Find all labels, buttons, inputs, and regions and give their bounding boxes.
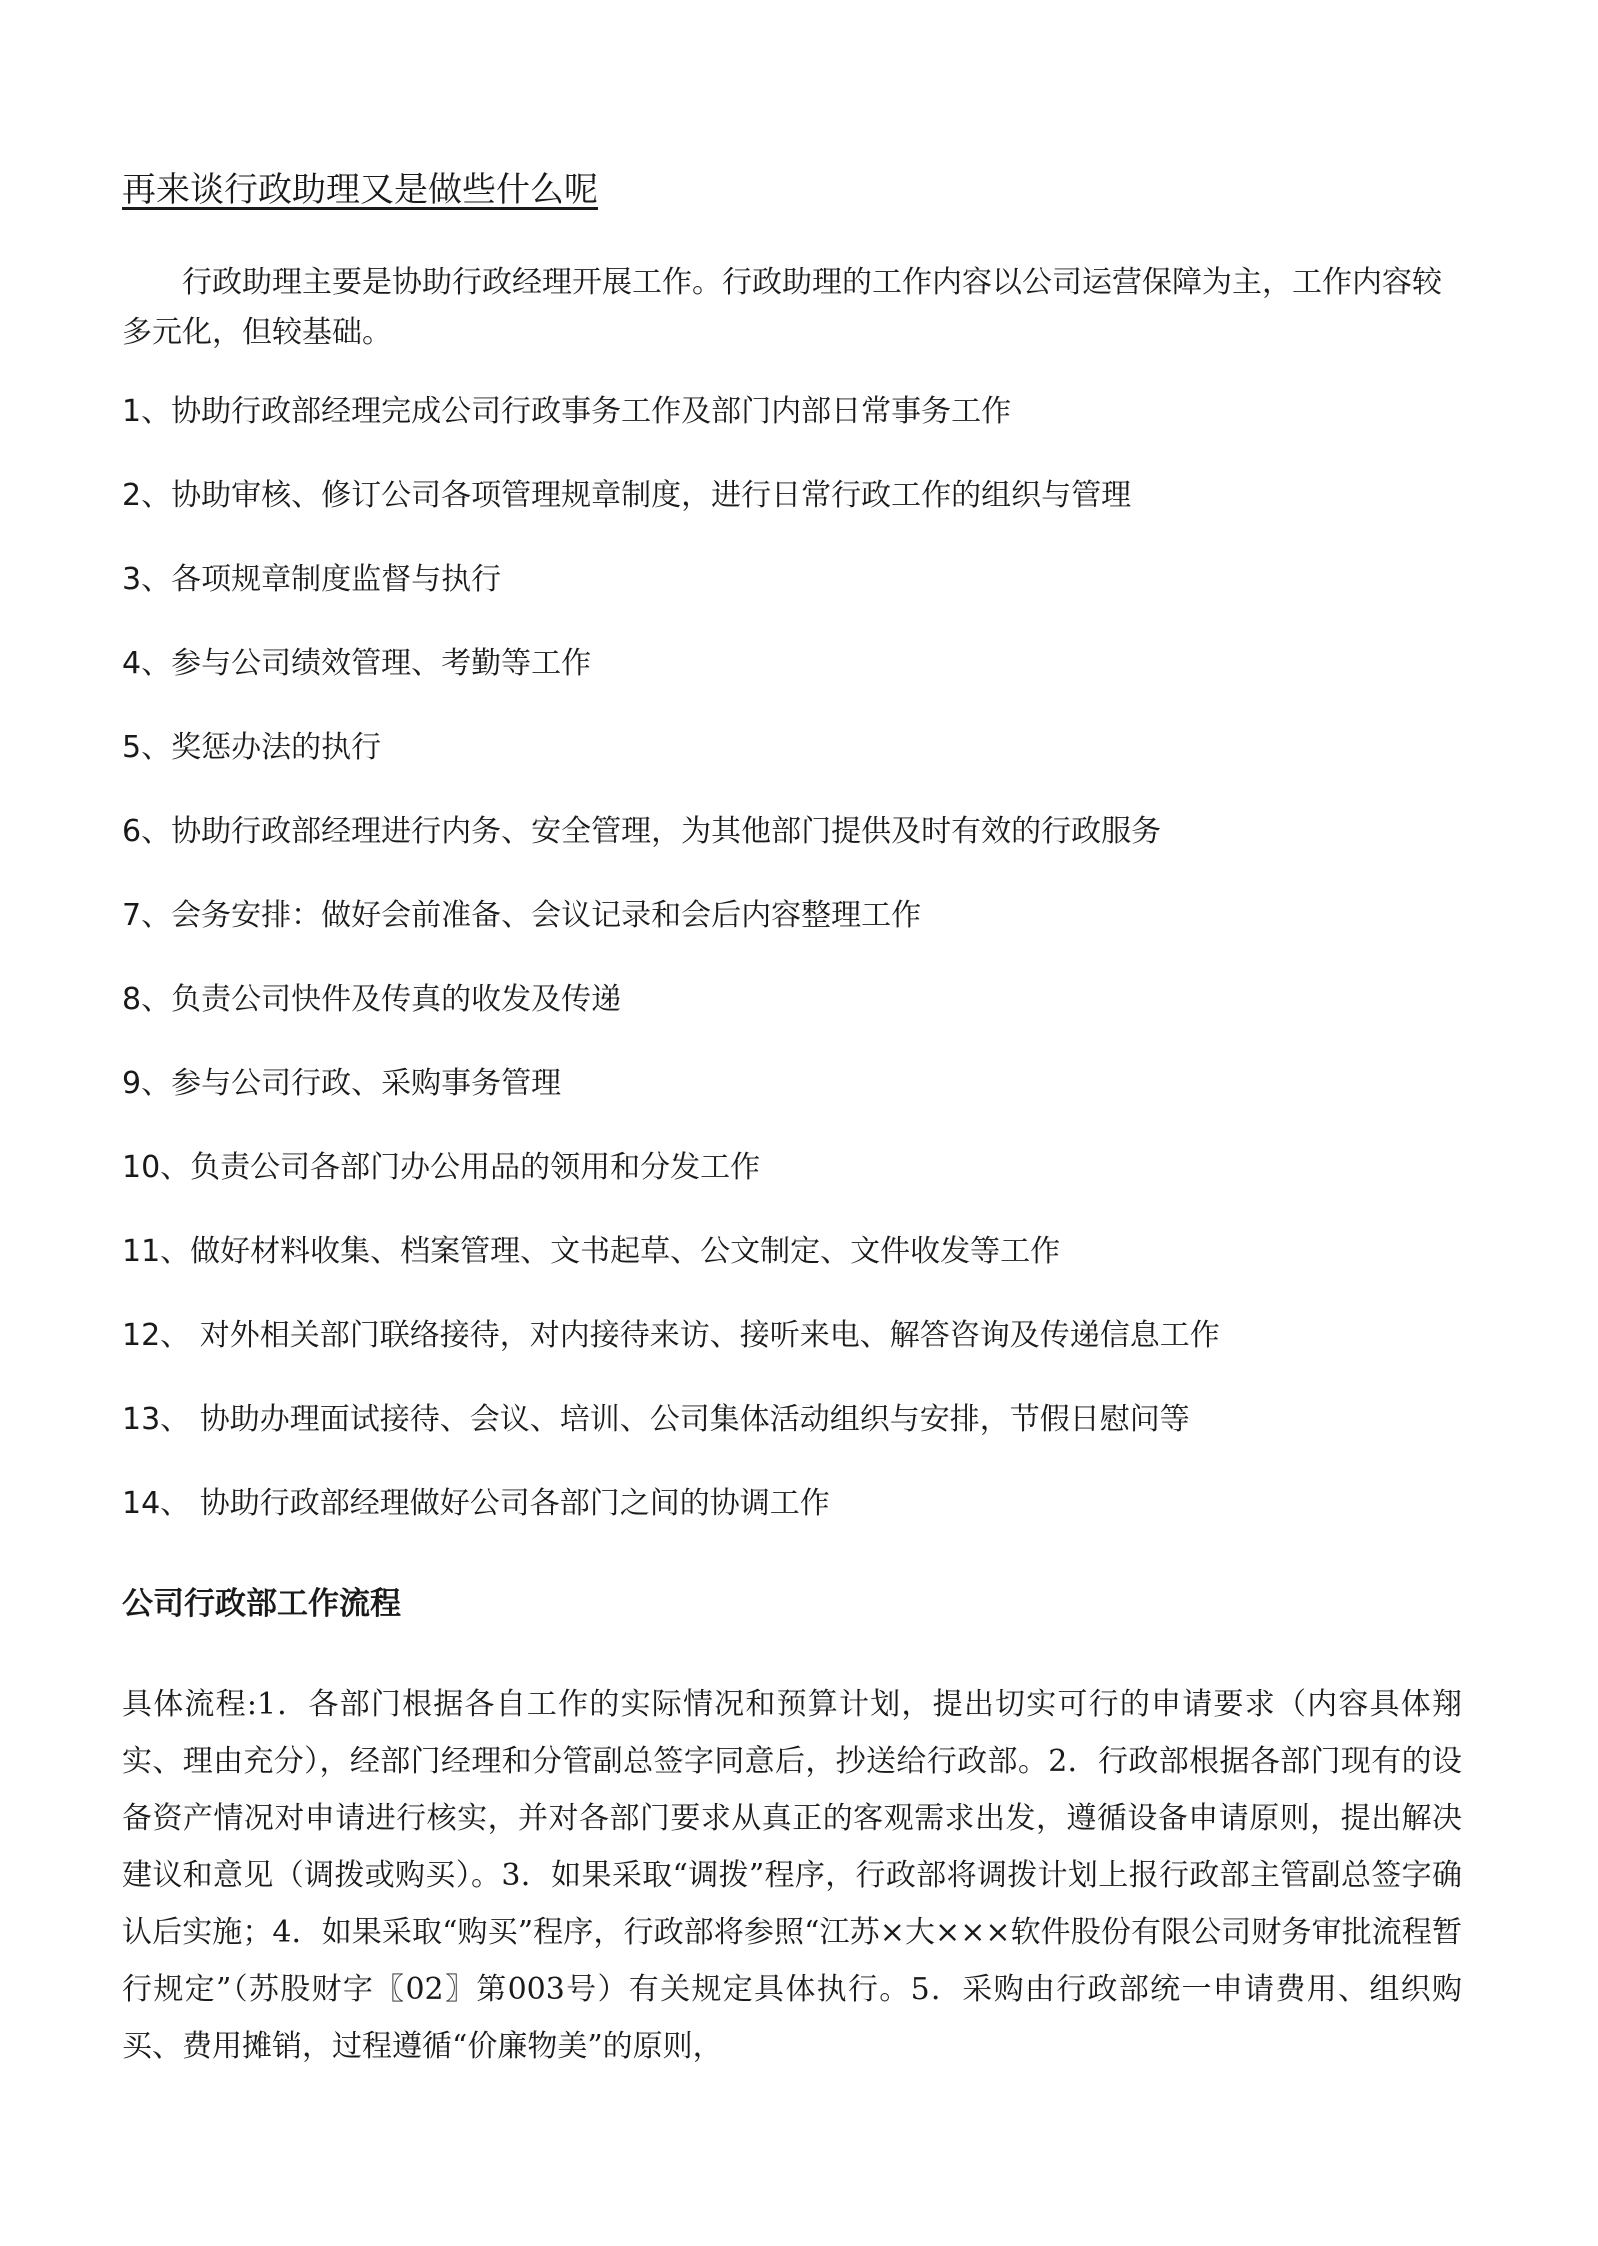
process-paragraph: 具体流程:1．各部门根据各自工作的实际情况和预算计划，提出切实可行的申请要求（内容具体翔实、理由充分），经部门经理和分管副总签字同意后，抄送给行政部。2．行政部根据各部门现有的设备资产情况对申请进行核实，并对各部门要求从真正的客观需求出发，遵循设备申请原则，提出解决建议和意见（调拨或购买）。3．如果采取“调拨”程序，行政部将调拨计划上报行政部主管副总签字确认后实施；4．如果采取“购买”程序，行政部将参照“江苏×大×××软件股份有限公司财务审批流程暂行规定”（苏股财字〖02〗第003号）有关规定具体执行。5．采购由行政部统一申请费用、组织购买、费用摊销，过程遵循“价廉物美”的原则， (122, 1687, 1462, 2064)
list-item: 7、会务安排：做好会前准备、会议记录和会后内容整理工作 (122, 898, 922, 933)
list-item: 5、奖惩办法的执行 (122, 730, 382, 765)
list-item: 12、 对外相关部门联络接待，对内接待来访、接听来电、解答咨询及传递信息工作 (122, 1318, 1220, 1353)
list-item: 3、各项规章制度监督与执行 (122, 562, 502, 597)
list-item: 14、 协助行政部经理做好公司各部门之间的协调工作 (122, 1486, 830, 1521)
list-item: 10、负责公司各部门办公用品的领用和分发工作 (122, 1150, 761, 1185)
intro-paragraph: 行政助理主要是协助行政经理开展工作。行政助理的工作内容以公司运营保障为主，工作内容较多元化，但较基础。 (122, 265, 1442, 350)
list-item: 11、做好材料收集、档案管理、文书起草、公文制定、文件收发等工作 (122, 1234, 1061, 1269)
list-item: 13、 协助办理面试接待、会议、培训、公司集体活动组织与安排，节假日慰问等 (122, 1402, 1190, 1437)
section-title: 公司行政部工作流程 (122, 1586, 401, 1622)
list-item: 2、协助审核、修订公司各项管理规章制度，进行日常行政工作的组织与管理 (122, 478, 1132, 513)
duty-list (122, 384, 1482, 1560)
list-item: 8、负责公司快件及传真的收发及传递 (122, 982, 622, 1017)
list-item: 6、协助行政部经理进行内务、安全管理，为其他部门提供及时有效的行政服务 (122, 814, 1162, 849)
list-item: 4、参与公司绩效管理、考勤等工作 (122, 646, 592, 681)
page-heading: 再来谈行政助理又是做些什么呢 (122, 170, 598, 210)
list-item: 1、协助行政部经理完成公司行政事务工作及部门内部日常事务工作 (122, 394, 1012, 429)
list-item: 9、参与公司行政、采购事务管理 (122, 1066, 562, 1101)
